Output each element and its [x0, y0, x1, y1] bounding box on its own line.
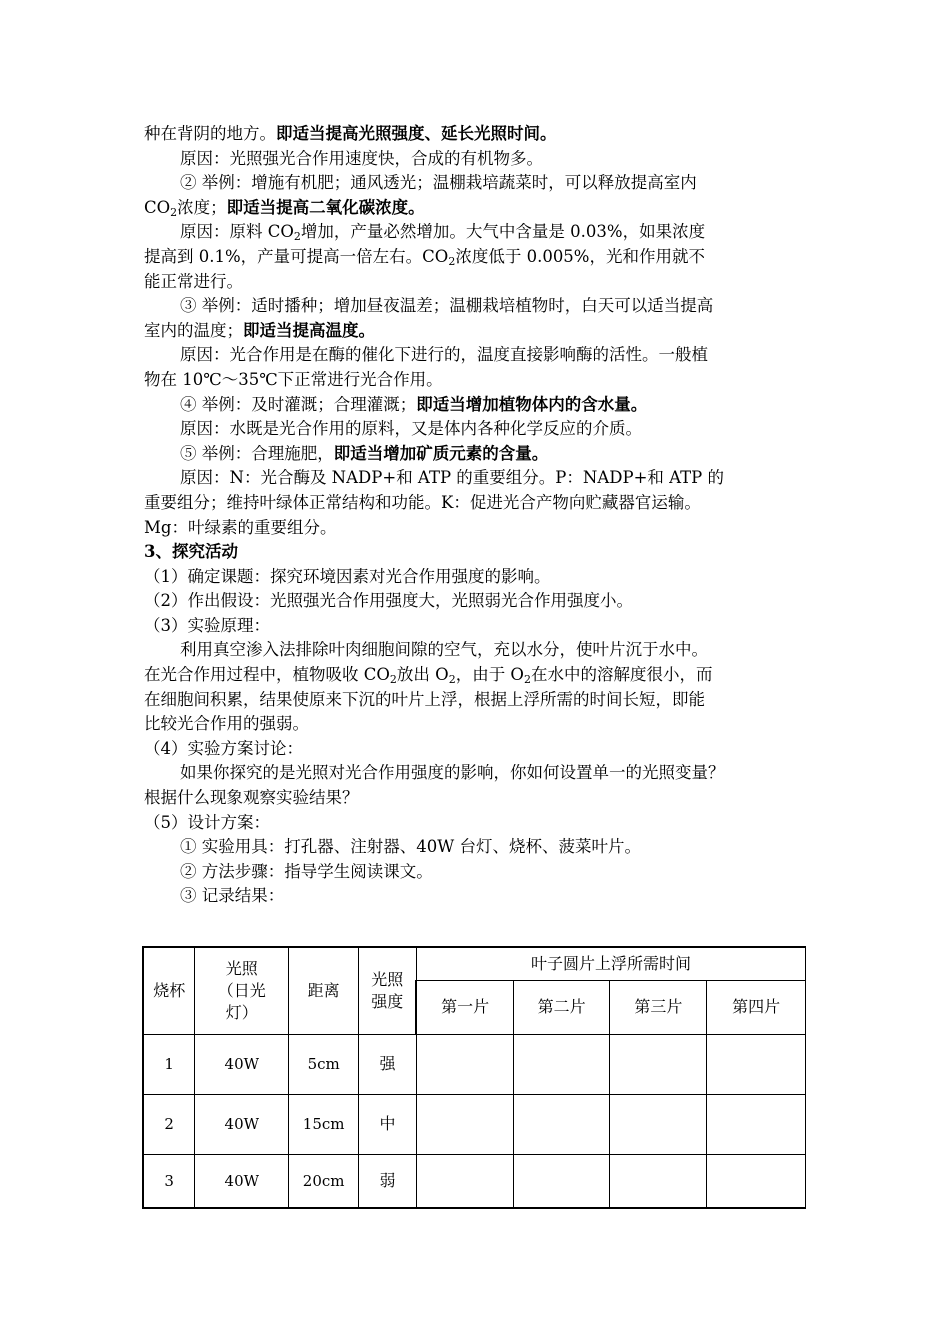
- text-line: ⑤ 举例：合理施肥，即适当增加矿质元素的含量。: [180, 443, 549, 463]
- text-line: 原因：原料 $CO_2$增加，产量必然增加。大气中含量是 0.03%，如果浓度: [180, 222, 706, 244]
- text-line: Mg：叶绿素的重要组分。: [144, 517, 337, 537]
- text-line: （3）实验原理：: [144, 615, 270, 635]
- header-distance: 距离: [289, 947, 359, 1034]
- document-body: [144, 122, 809, 909]
- text-line: 比较光合作用的强弱。: [144, 714, 309, 734]
- text-line: 室内的温度；即适当提高温度。: [144, 320, 375, 340]
- cell-beaker: 3: [143, 1154, 195, 1208]
- text-line: ① 实验用具：打孔器、注射器、40W 台灯、烧杯、菠菜叶片。: [180, 837, 641, 857]
- cell-empty: [610, 1094, 707, 1154]
- cell-empty: [416, 1034, 513, 1094]
- cell-empty: [416, 1154, 513, 1208]
- text-line: ③ 记录结果：: [180, 886, 285, 906]
- table-row: [143, 1034, 806, 1094]
- cell-empty: [707, 1094, 806, 1154]
- cell-intensity: 强: [359, 1034, 417, 1094]
- cell-empty: [707, 1154, 806, 1208]
- header-piece-1: 第一片: [416, 980, 513, 1034]
- cell-empty: [610, 1154, 707, 1208]
- text-line: 重要组分；维持叶绿体正常结构和功能。K：促进光合产物向贮藏器官运输。: [144, 492, 701, 512]
- cell-empty: [513, 1094, 610, 1154]
- text-line: （5）设计方案：: [144, 812, 270, 832]
- header-beaker: 烧杯: [143, 947, 195, 1034]
- cell-empty: [513, 1034, 610, 1094]
- header-piece-4: 第四片: [707, 980, 806, 1034]
- header-piece-3: 第三片: [610, 980, 707, 1034]
- cell-empty: [416, 1094, 513, 1154]
- text-line: 原因：水既是光合作用的原料，又是体内各种化学反应的介质。: [180, 419, 642, 439]
- cell-intensity: 中: [359, 1094, 417, 1154]
- text-line: 原因：光照强光合作用速度快，合成的有机物多。: [180, 148, 543, 168]
- cell-distance: 15cm: [289, 1094, 359, 1154]
- text-line: ③ 举例：适时播种；增加昼夜温差；温棚栽培植物时，白天可以适当提高: [180, 296, 714, 316]
- header-light: 光照 （日光 灯）: [195, 947, 289, 1034]
- section-heading: 3、探究活动: [144, 542, 238, 562]
- cell-empty: [707, 1034, 806, 1094]
- text-line: （1）确定课题：探究环境因素对光合作用强度的影响。: [144, 566, 551, 586]
- cell-empty: [610, 1034, 707, 1094]
- text-line: ④ 举例：及时灌溉；合理灌溉；即适当增加植物体内的含水量。: [180, 394, 648, 414]
- text-line: 在光合作用过程中，植物吸收 $CO_2$放出 $O_2$，由于 $O_2$在水中的溶解度很小，而: [144, 665, 713, 687]
- cell-light: 40W: [195, 1034, 289, 1094]
- text-line: ② 举例：增施有机肥；通风透光；温棚栽培蔬菜时，可以释放提高室内: [180, 173, 697, 193]
- text-line: 种在背阴的地方。即适当提高光照强度、延长光照时间。: [144, 124, 557, 143]
- text-line: （2）作出假设：光照强光合作用强度大，光照弱光合作用强度小。: [144, 591, 633, 611]
- text-line: 如果你探究的是光照对光合作用强度的影响，你如何设置单一的光照变量？: [180, 763, 725, 783]
- text-line: $CO_2$浓度；即适当提高二氧化碳浓度。: [144, 197, 425, 219]
- results-table: [142, 946, 806, 1209]
- text-line: 根据什么现象观察实验结果？: [144, 788, 359, 808]
- cell-intensity: 弱: [359, 1154, 417, 1208]
- text-line: （4）实验方案讨论：: [144, 738, 303, 758]
- header-float-time: 叶子圆片上浮所需时间: [416, 947, 805, 980]
- table-row: [143, 1094, 806, 1154]
- cell-distance: 5cm: [289, 1034, 359, 1094]
- cell-light: 40W: [195, 1154, 289, 1208]
- cell-distance: 20cm: [289, 1154, 359, 1208]
- table-row: [143, 1154, 806, 1208]
- cell-empty: [513, 1154, 610, 1208]
- text-line: 原因：光合作用是在酶的催化下进行的，温度直接影响酶的活性。一般植: [180, 345, 708, 365]
- text-line: 提高到 0.1%，产量可提高一倍左右。$CO_2$浓度低于 0.005%，光和作用就不: [144, 246, 705, 268]
- cell-beaker: 1: [143, 1034, 195, 1094]
- cell-beaker: 2: [143, 1094, 195, 1154]
- header-piece-2: 第二片: [513, 980, 610, 1034]
- header-intensity: 光照 强度: [359, 947, 417, 1034]
- text-line: 利用真空渗入法排除叶肉细胞间隙的空气，充以水分，使叶片沉于水中。: [180, 640, 708, 660]
- text-line: 原因：N：光合酶及 NADP+和 ATP 的重要组分。P：NADP+和 ATP 的: [180, 468, 725, 488]
- cell-light: 40W: [195, 1094, 289, 1154]
- text-line: 能正常进行。: [144, 271, 243, 291]
- text-line: 在细胞间积累，结果使原来下沉的叶片上浮，根据上浮所需的时间长短，即能: [144, 689, 705, 709]
- text-line: ② 方法步骤：指导学生阅读课文。: [180, 861, 433, 881]
- text-line: 物在 10℃～35℃下正常进行光合作用。: [144, 369, 443, 389]
